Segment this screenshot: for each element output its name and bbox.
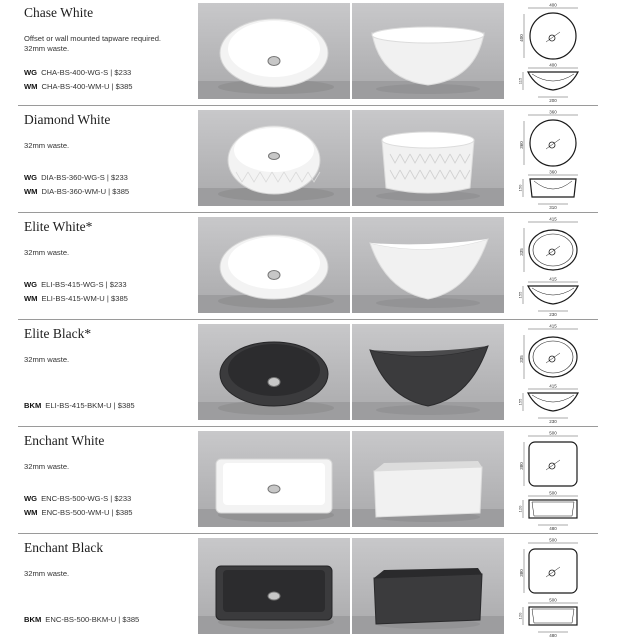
product-info [24,0,194,107]
row-divider [18,105,598,106]
row-divider [18,533,598,534]
dim-base-width: 230 [549,312,557,317]
separator: | [109,508,116,517]
product-code [24,494,131,503]
basin-photo-side [352,538,504,634]
sku: DIA-BS-360-WM-U [41,187,107,196]
product-info [24,535,194,642]
row-divider [18,426,598,427]
basin-photo-side [352,324,504,420]
price: $385 [117,401,135,410]
price: $233 [111,173,128,182]
row-divider [18,212,598,213]
product-title: Elite White* [24,219,93,234]
finish-label: WG [24,173,38,182]
dim-side-height: 155 [517,291,523,299]
basin-photo-top [198,110,350,206]
product-row [0,321,623,428]
separator: | [104,294,111,303]
separator: | [103,280,110,289]
basin-photo-top [198,431,350,527]
separator: | [108,68,115,77]
product-title: Enchant White [24,433,105,448]
dim-top-width: 360 [549,109,557,115]
row-divider [18,319,598,320]
technical-drawing [516,537,590,639]
finish-label: WM [24,294,38,303]
product-code [24,280,127,289]
product-description: 32mm waste. [24,355,70,364]
finish-label: WM [24,508,38,517]
product-code [24,187,129,196]
product-title: Diamond White [24,112,111,127]
dim-base-width: 480 [549,526,557,531]
product-info [24,428,194,535]
product-description: 32mm waste. [24,569,70,578]
sku: ELI-BS-415-WM-U [41,294,105,303]
dim-top-width: 400 [549,2,557,8]
separator: | [104,173,111,182]
finish-label: WG [24,68,38,77]
finish-label: BKM [24,615,42,624]
dim-side-width: 400 [549,62,557,68]
sku: ENC-BS-500-WM-U [41,508,110,517]
price: $385 [115,508,133,517]
sku: CHA-BS-400-WM-U [41,82,110,91]
product-info [24,107,194,214]
product-info [24,214,194,321]
basin-photo-side [352,110,504,206]
price: $385 [122,615,140,624]
technical-drawing [516,323,590,425]
dim-side-width: 415 [549,383,557,389]
dim-base-width: 310 [549,205,557,210]
sku: CHA-BS-400-WG-S [41,68,109,77]
dim-top-depth: 360 [519,141,524,149]
product-code [24,173,128,182]
product-description: 32mm waste. [24,248,70,257]
product-description: 32mm waste. [24,462,70,471]
price: $385 [112,187,130,196]
basin-photo-side [352,217,504,313]
technical-drawing [516,430,590,532]
dim-base-width: 200 [549,98,557,103]
sku: ELI-BS-415-BKM-U [45,401,112,410]
basin-photo-top [198,324,350,420]
dim-base-width: 230 [549,419,557,424]
dim-top-depth: 335 [519,248,524,256]
product-code [24,401,135,410]
dim-base-width: 480 [549,633,557,638]
product-code [24,82,133,91]
product-row [0,214,623,321]
product-code [24,68,131,77]
basin-photo-top [198,538,350,634]
finish-label: WM [24,82,38,91]
product-row [0,535,623,642]
finish-label: WG [24,494,38,503]
dim-top-depth: 380 [519,569,524,577]
basin-photo-side [352,431,504,527]
separator: | [106,187,113,196]
separator: | [111,401,118,410]
dim-top-width: 415 [549,323,557,329]
sku: ENC-BS-500-BKM-U [45,615,117,624]
dim-side-height: 115 [517,77,523,85]
basin-photo-side [352,3,504,99]
technical-drawing [516,2,590,104]
dim-top-depth: 380 [519,462,524,470]
product-title: Enchant Black [24,540,104,555]
dim-top-width: 500 [549,430,557,436]
dim-side-width: 360 [549,169,557,175]
product-row [0,107,623,214]
product-info [24,321,194,428]
finish-label: BKM [24,401,42,410]
separator: | [109,82,116,91]
price: $385 [111,294,128,303]
dim-top-depth: 400 [519,34,524,42]
dim-side-height: 120 [517,505,523,513]
basin-photo-top [198,217,350,313]
product-row [0,0,623,107]
product-description: 32mm waste. [24,141,70,150]
product-code [24,294,128,303]
product-title: Elite Black* [24,326,92,341]
product-row [0,428,623,535]
dim-side-width: 500 [549,490,557,496]
technical-drawing [516,216,590,318]
dim-side-width: 415 [549,276,557,282]
separator: | [108,494,115,503]
technical-drawing [516,109,590,211]
product-code [24,508,133,517]
dim-top-width: 415 [549,216,557,222]
price: $233 [114,494,132,503]
dim-side-height: 150 [517,184,523,192]
dim-side-height: 155 [517,398,523,406]
price: $233 [109,280,127,289]
basin-photo-top [198,3,350,99]
price: $233 [114,68,132,77]
price: $385 [115,82,133,91]
product-description: 32mm waste. [24,44,70,53]
sku: DIA-BS-360-WG-S [41,173,105,182]
finish-label: WM [24,187,38,196]
finish-label: WG [24,280,38,289]
dim-side-height: 120 [517,612,523,620]
dim-top-width: 500 [549,537,557,543]
product-title: Chase White [24,5,94,20]
dim-top-depth: 335 [519,355,524,363]
sku: ELI-BS-415-WG-S [41,280,104,289]
separator: | [116,615,123,624]
product-code [24,615,139,624]
product-description: Offset or wall mounted tapware required. [24,34,162,43]
dim-side-width: 500 [549,597,557,603]
sku: ENC-BS-500-WG-S [41,494,109,503]
